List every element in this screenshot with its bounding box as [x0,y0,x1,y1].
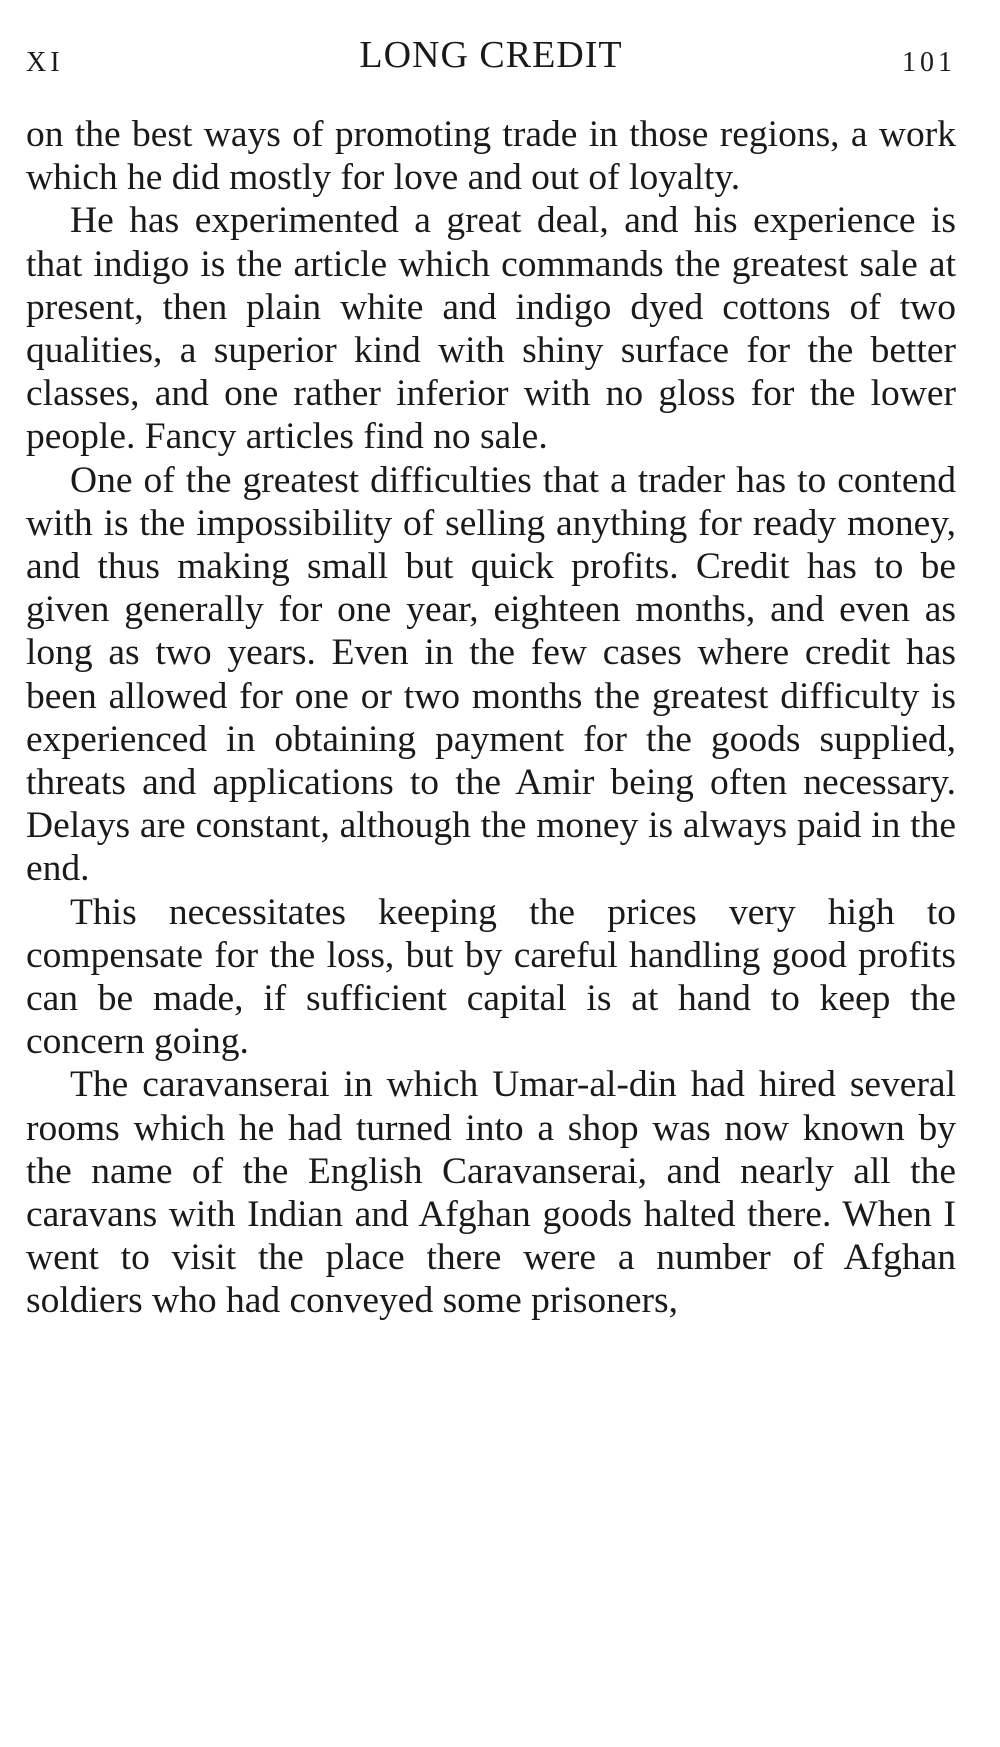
paragraph: This necessitates keeping the prices very high to compensate for the loss, but by careful handling good profits can be made, if sufficient capital is at hand to keep the concern going. [26,891,956,1063]
running-head [26,30,956,80]
paragraph-continued: on the best ways of promoting trade in those regions, a work which he did mostly for love and out of loyalty. [26,114,956,199]
chapter-number: XI [26,47,64,78]
running-title: LONG CREDIT [359,34,623,76]
paragraph: One of the greatest difficulties that a trader has to contend with is the impossibility of selling anything for ready money, and thus making small but quick profits. Credit has to be given generally for one year, eighteen months, and even as long as two years. Even in the few cases where credit has been allowed for one or two months the greatest difficulty is experienced in obtaining payment for the goods supplied, threats and applications to the Amir being often necessary. Delays are constant, although the money is always paid in the end. [26,459,956,890]
paragraph: The caravanserai in which Umar-al-din had hired several rooms which he had turned into a shop was now known by the name of the English Caravanserai, and nearly all the caravans with Indian and Afghan goods halted there. When I went to visit the place there were a number of Afghan soldiers who had conveyed some prisoners, [26,1064,956,1322]
page-number: 101 [902,47,956,78]
paragraph: He has experimented a great deal, and his experience is that indigo is the article which commands the greatest sale at present, then plain white and indigo dyed cottons of two qualities, a superior kind with shiny surface for the better classes, and one rather inferior with no gloss for the lower people. Fancy articles find no sale. [26,200,956,458]
body-text [26,113,956,1323]
